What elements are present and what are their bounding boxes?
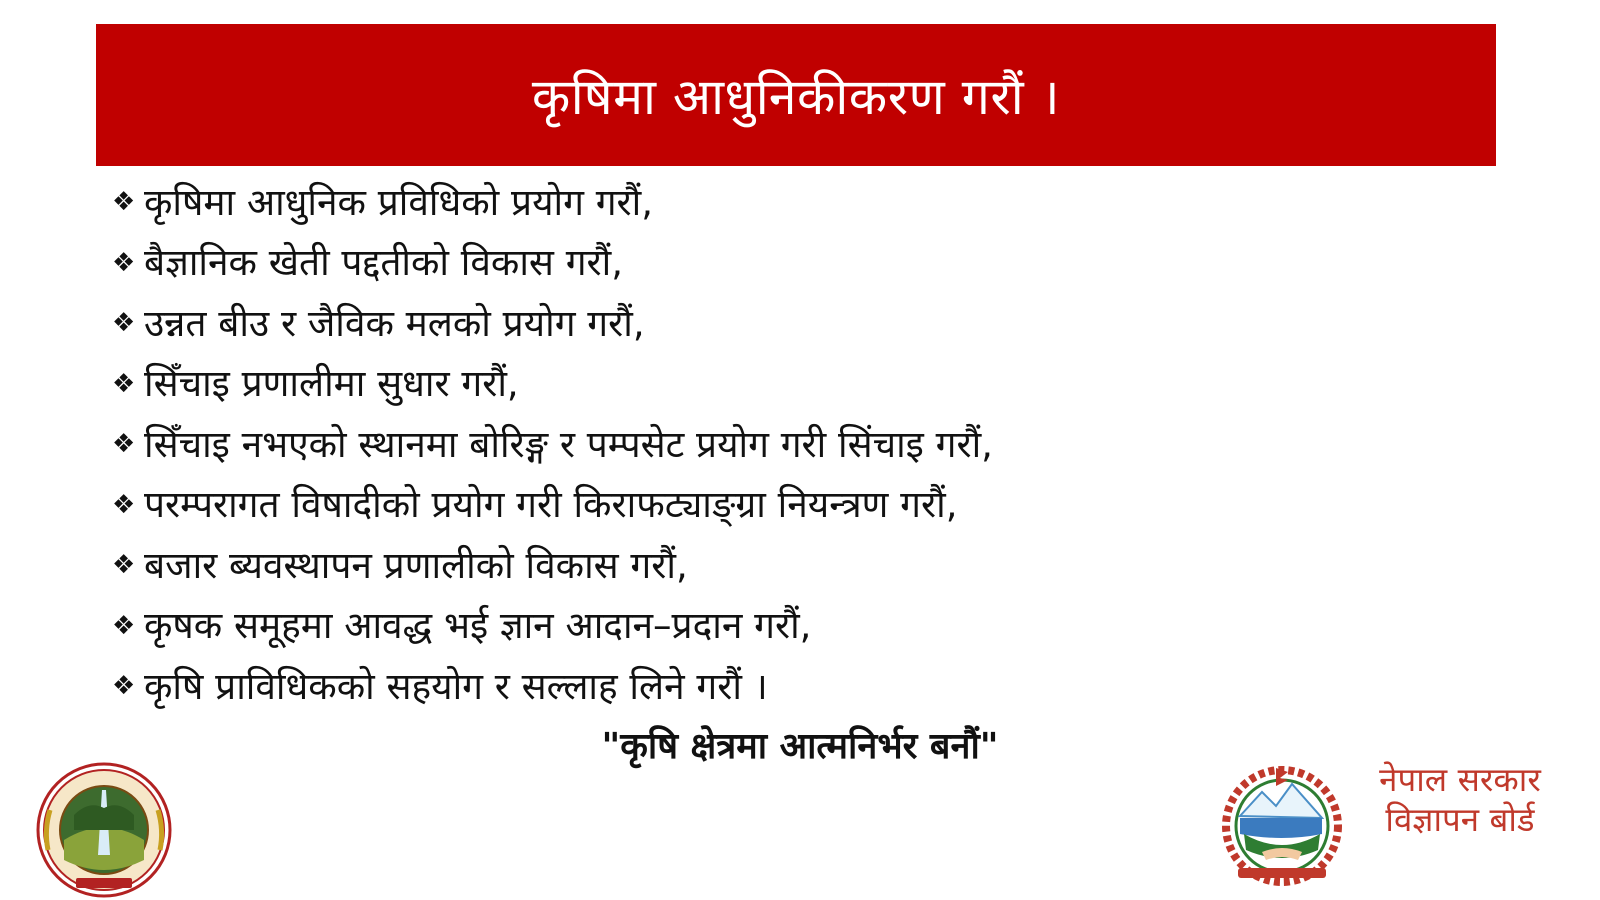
- list-item-text: बैज्ञानिक खेती पद्दतीको विकास गरौं,: [144, 241, 624, 285]
- list-item-text: सिँचाइ नभएको स्थानमा बोरिङ्ग र पम्पसेट प्रयोग गरी सिंचाइ गरौं,: [144, 422, 993, 466]
- list-item: [112, 594, 993, 655]
- list-item-text: सिँचाइ प्रणालीमा सुधार गरौं,: [144, 362, 519, 406]
- diamond-four-bullet-icon: ❖: [112, 368, 136, 399]
- diamond-four-bullet-icon: ❖: [112, 308, 136, 339]
- list-item-text: कृषि प्राविधिकको सहयोग र सल्लाह लिने गरौं ।: [144, 664, 768, 708]
- list-item: [112, 654, 993, 715]
- list-item-text: कृषक समूहमा आवद्ध भई ज्ञान आदान–प्रदान गरौं,: [144, 604, 812, 648]
- nepal-government-emblem-logo: [1218, 760, 1346, 888]
- diamond-four-bullet-icon: ❖: [112, 610, 136, 641]
- list-item: [112, 412, 993, 473]
- diamond-four-bullet-icon: ❖: [112, 550, 136, 581]
- list-item-text: बजार ब्यवस्थापन प्रणालीको विकास गरौं,: [144, 543, 688, 587]
- diamond-four-bullet-icon: ❖: [112, 247, 136, 278]
- ad-board-name: विज्ञापन बोर्ड: [1385, 800, 1535, 839]
- diamond-four-bullet-icon: ❖: [112, 489, 136, 520]
- municipality-seal-logo: [34, 760, 174, 900]
- list-item: [112, 231, 993, 292]
- points-list: [112, 170, 993, 715]
- diamond-four-bullet-icon: ❖: [112, 429, 136, 460]
- title-banner: [96, 24, 1496, 166]
- list-item-text: परम्परागत विषादीको प्रयोग गरी किराफट्याङ्ग्रा नियन्त्रण गरौं,: [144, 483, 958, 527]
- list-item: [112, 291, 993, 352]
- list-item: [112, 473, 993, 534]
- diamond-four-bullet-icon: ❖: [112, 187, 136, 218]
- gov-text-block: [1360, 760, 1560, 840]
- list-item: [112, 352, 993, 413]
- page-title: कृषिमा आधुनिकीकरण गरौं ।: [531, 68, 1061, 126]
- diamond-four-bullet-icon: ❖: [112, 671, 136, 702]
- list-item: [112, 170, 993, 231]
- list-item-text: कृषिमा आधुनिक प्रविधिको प्रयोग गरौं,: [144, 180, 654, 224]
- gov-name: नेपाल सरकार: [1379, 760, 1541, 799]
- slogan-text: "कृषि क्षेत्रमा आत्मनिर्भर बनौं": [601, 726, 999, 767]
- list-item-text: उन्नत बीउ र जैविक मलको प्रयोग गरौं,: [144, 301, 645, 345]
- list-item: [112, 533, 993, 594]
